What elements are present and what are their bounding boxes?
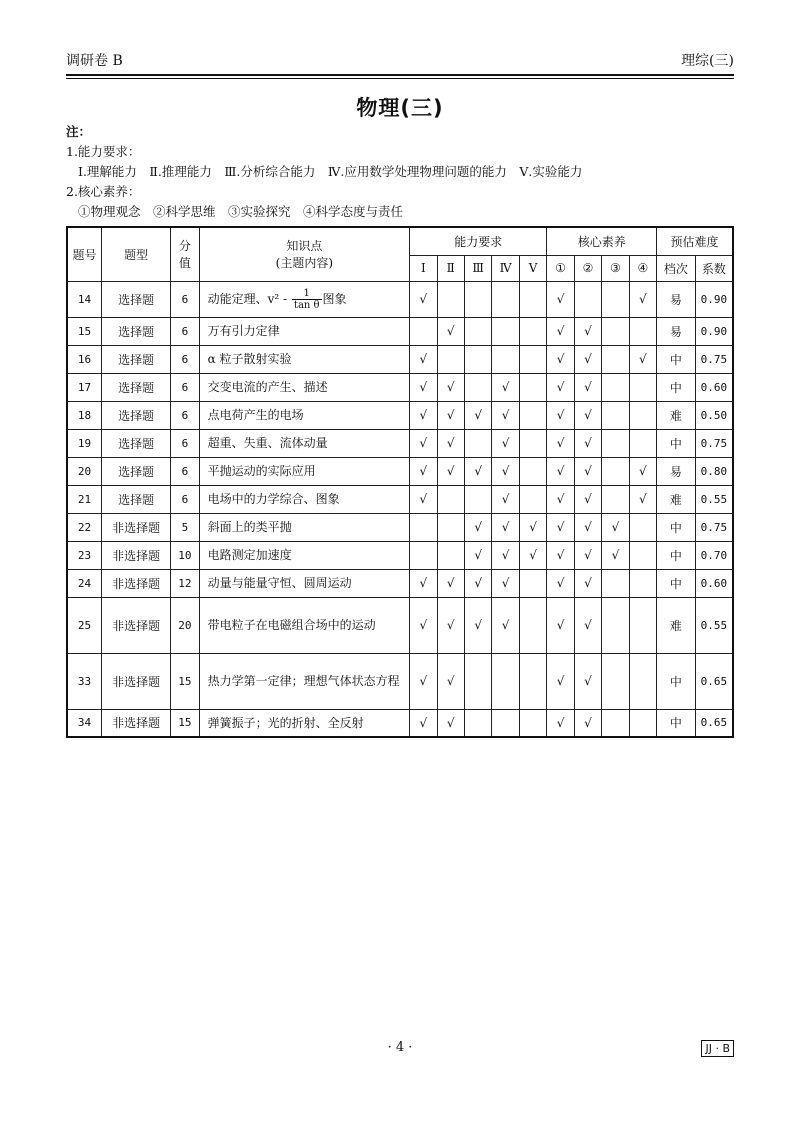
cell-coef: 0.90 — [695, 317, 733, 345]
cell-score: 15 — [171, 653, 199, 709]
cell-type: 非选择题 — [102, 597, 171, 653]
header-topic-top: 知识点 — [286, 239, 323, 254]
cell-ability-check — [492, 281, 519, 317]
cell-score: 6 — [171, 281, 199, 317]
cell-coef: 0.55 — [695, 597, 733, 653]
cell-type: 非选择题 — [102, 569, 171, 597]
cell-literacy-check — [602, 709, 629, 737]
cell-ability-check: √ — [410, 569, 437, 597]
cell-ability-check: √ — [437, 569, 464, 597]
header-score-top: 分 — [178, 239, 191, 254]
header-topic-bottom: (主题内容) — [275, 256, 334, 271]
cell-no: 23 — [67, 541, 102, 569]
cell-no: 15 — [67, 317, 102, 345]
cell-topic: 电场中的力学综合、图象 — [199, 485, 409, 513]
cell-ability-check — [519, 317, 546, 345]
cell-ability-check: √ — [437, 429, 464, 457]
cell-literacy-check: √ — [602, 541, 629, 569]
cell-no: 16 — [67, 345, 102, 373]
cell-type: 选择题 — [102, 401, 171, 429]
cell-ability-check — [492, 317, 519, 345]
cell-literacy-check: √ — [629, 485, 656, 513]
cell-literacy-check — [602, 281, 629, 317]
cell-literacy-check: √ — [574, 597, 601, 653]
cell-coef: 0.70 — [695, 541, 733, 569]
cell-level: 易 — [657, 317, 696, 345]
cell-literacy-check: √ — [547, 429, 574, 457]
cell-ability-check — [464, 317, 491, 345]
cell-ability-check: √ — [492, 541, 519, 569]
cell-ability-check: √ — [410, 485, 437, 513]
cell-no: 18 — [67, 401, 102, 429]
cell-ability-check: √ — [492, 401, 519, 429]
cell-coef: 0.80 — [695, 457, 733, 485]
cell-coef: 0.55 — [695, 485, 733, 513]
cell-literacy-check — [629, 429, 656, 457]
cell-literacy-check — [629, 653, 656, 709]
cell-no: 24 — [67, 569, 102, 597]
cell-level: 中 — [657, 653, 696, 709]
cell-type: 非选择题 — [102, 653, 171, 709]
cell-ability-check: √ — [492, 569, 519, 597]
cell-no: 25 — [67, 597, 102, 653]
cell-ability-check — [437, 281, 464, 317]
page-number: · 4 · — [387, 1040, 413, 1055]
cell-score: 6 — [171, 457, 199, 485]
cell-literacy-check — [629, 709, 656, 737]
cell-ability-check: √ — [519, 513, 546, 541]
cell-topic: 斜面上的类平抛 — [199, 513, 409, 541]
cell-score: 15 — [171, 709, 199, 737]
cell-score: 5 — [171, 513, 199, 541]
header-literacy-col: ② — [574, 255, 601, 281]
cell-ability-check: √ — [410, 373, 437, 401]
cell-literacy-check — [602, 457, 629, 485]
cell-no: 19 — [67, 429, 102, 457]
cell-literacy-check — [629, 373, 656, 401]
cell-topic: 平抛运动的实际应用 — [199, 457, 409, 485]
header-ability-col: Ⅲ — [464, 255, 491, 281]
cell-coef: 0.90 — [695, 281, 733, 317]
cell-coef: 0.75 — [695, 345, 733, 373]
ability-title: 1.能力要求： — [66, 144, 141, 159]
formula-suffix: 图象 — [322, 291, 347, 306]
cell-ability-check: √ — [410, 457, 437, 485]
cell-type: 选择题 — [102, 281, 171, 317]
header-level: 档次 — [657, 255, 696, 281]
cell-literacy-check: √ — [574, 569, 601, 597]
fraction — [292, 288, 322, 311]
cell-coef: 0.65 — [695, 709, 733, 737]
cell-literacy-check — [602, 653, 629, 709]
cell-ability-check: √ — [437, 373, 464, 401]
cell-topic: 电路测定加速度 — [199, 541, 409, 569]
table-row — [67, 709, 733, 737]
cell-score: 10 — [171, 541, 199, 569]
cell-ability-check — [437, 513, 464, 541]
cell-literacy-check — [602, 373, 629, 401]
cell-literacy-check: √ — [547, 513, 574, 541]
cell-literacy-check: √ — [547, 597, 574, 653]
cell-ability-check: √ — [437, 597, 464, 653]
cell-literacy-check: √ — [574, 485, 601, 513]
cell-ability-check — [519, 653, 546, 709]
header-topic — [199, 227, 409, 281]
cell-ability-check: √ — [492, 457, 519, 485]
cell-literacy-check: √ — [574, 429, 601, 457]
cell-ability-check — [519, 281, 546, 317]
cell-ability-check — [437, 541, 464, 569]
cell-ability-check: √ — [492, 485, 519, 513]
cell-ability-check: √ — [464, 513, 491, 541]
cell-ability-check: √ — [437, 709, 464, 737]
cell-ability-check: √ — [492, 597, 519, 653]
cell-literacy-check: √ — [629, 345, 656, 373]
cell-no: 22 — [67, 513, 102, 541]
cell-literacy-check: √ — [547, 653, 574, 709]
cell-literacy-check — [602, 345, 629, 373]
header-literacy-col: ④ — [629, 255, 656, 281]
cell-literacy-check: √ — [574, 373, 601, 401]
cell-literacy-check: √ — [629, 457, 656, 485]
cell-ability-check — [519, 457, 546, 485]
cell-level: 易 — [657, 457, 696, 485]
cell-ability-check — [492, 709, 519, 737]
cell-literacy-check — [602, 569, 629, 597]
table-row — [67, 281, 733, 317]
cell-topic: α 粒子散射实验 — [199, 345, 409, 373]
cell-ability-check — [519, 709, 546, 737]
cell-topic — [199, 281, 409, 317]
cell-literacy-check: √ — [629, 281, 656, 317]
cell-literacy-check: √ — [574, 401, 601, 429]
cell-literacy-check: √ — [574, 317, 601, 345]
cell-literacy-check — [602, 429, 629, 457]
cell-coef: 0.75 — [695, 513, 733, 541]
cell-topic: 交变电流的产生、描述 — [199, 373, 409, 401]
cell-topic: 带电粒子在电磁组合场中的运动 — [199, 597, 409, 653]
cell-literacy-check: √ — [574, 457, 601, 485]
cell-literacy-check: √ — [602, 513, 629, 541]
table-row — [67, 541, 733, 569]
cell-level: 中 — [657, 709, 696, 737]
header-score-bottom: 值 — [178, 256, 191, 271]
cell-literacy-check — [574, 281, 601, 317]
cell-literacy-check — [629, 597, 656, 653]
cell-ability-check — [437, 345, 464, 373]
cell-literacy-check: √ — [547, 281, 574, 317]
header-left: 调研卷 B — [66, 53, 123, 69]
cell-no: 21 — [67, 485, 102, 513]
cell-literacy-check: √ — [574, 541, 601, 569]
cell-ability-check — [519, 485, 546, 513]
cell-ability-check — [410, 317, 437, 345]
cell-coef: 0.65 — [695, 653, 733, 709]
table-row — [67, 317, 733, 345]
cell-level: 中 — [657, 429, 696, 457]
cell-score: 6 — [171, 485, 199, 513]
cell-ability-check — [519, 429, 546, 457]
cell-no: 33 — [67, 653, 102, 709]
table-row — [67, 345, 733, 373]
page-title: 物理(三) — [356, 96, 444, 120]
header-ability-col: Ⅳ — [492, 255, 519, 281]
cell-literacy-check — [602, 317, 629, 345]
cell-type: 选择题 — [102, 373, 171, 401]
cell-ability-check: √ — [410, 709, 437, 737]
cell-ability-check: √ — [410, 281, 437, 317]
cell-ability-check — [464, 373, 491, 401]
header-right: 理综(三) — [681, 53, 734, 69]
cell-level: 中 — [657, 569, 696, 597]
table-row — [67, 485, 733, 513]
table-row — [67, 373, 733, 401]
cell-score: 20 — [171, 597, 199, 653]
header-score — [171, 227, 199, 281]
cell-no: 17 — [67, 373, 102, 401]
table-row — [67, 457, 733, 485]
cell-type: 非选择题 — [102, 541, 171, 569]
formula-prefix: 动能定理、v² - — [207, 291, 291, 306]
cell-ability-check: √ — [492, 429, 519, 457]
cell-topic: 超重、失重、流体动量 — [199, 429, 409, 457]
cell-score: 6 — [171, 429, 199, 457]
notes-label: 注： — [66, 124, 92, 139]
cell-literacy-check — [629, 541, 656, 569]
cell-literacy-check: √ — [574, 709, 601, 737]
cell-score: 12 — [171, 569, 199, 597]
cell-ability-check: √ — [410, 653, 437, 709]
cell-ability-check: √ — [410, 429, 437, 457]
cell-type: 选择题 — [102, 485, 171, 513]
cell-literacy-check: √ — [574, 345, 601, 373]
cell-ability-check — [410, 541, 437, 569]
analysis-table — [66, 226, 734, 738]
cell-level: 中 — [657, 373, 696, 401]
cell-no: 34 — [67, 709, 102, 737]
cell-ability-check — [519, 401, 546, 429]
cell-literacy-check: √ — [547, 317, 574, 345]
table-row — [67, 429, 733, 457]
cell-level: 难 — [657, 597, 696, 653]
cell-level: 中 — [657, 541, 696, 569]
header-literacy: 核心素养 — [547, 227, 657, 255]
cell-literacy-check: √ — [574, 653, 601, 709]
cell-ability-check — [464, 485, 491, 513]
cell-ability-check — [437, 485, 464, 513]
cell-type: 非选择题 — [102, 513, 171, 541]
literacy-items: ①物理观念 ②科学思维 ③实验探究 ④科学态度与责任 — [78, 204, 404, 219]
header-no: 题号 — [67, 227, 102, 281]
header-rule-thick — [66, 74, 734, 76]
cell-ability-check — [492, 653, 519, 709]
cell-literacy-check: √ — [547, 541, 574, 569]
cell-coef: 0.50 — [695, 401, 733, 429]
table-row — [67, 513, 733, 541]
cell-literacy-check: √ — [547, 569, 574, 597]
paper-code: JJ · B — [701, 1040, 734, 1057]
cell-literacy-check — [629, 513, 656, 541]
cell-literacy-check — [629, 401, 656, 429]
cell-ability-check: √ — [437, 653, 464, 709]
cell-ability-check — [519, 569, 546, 597]
cell-ability-check — [464, 281, 491, 317]
cell-topic: 弹簧振子；光的折射、全反射 — [199, 709, 409, 737]
cell-coef: 0.60 — [695, 569, 733, 597]
cell-level: 中 — [657, 513, 696, 541]
cell-coef: 0.60 — [695, 373, 733, 401]
header-rule-thin — [66, 78, 734, 79]
cell-topic: 热力学第一定律；理想气体状态方程 — [199, 653, 409, 709]
cell-ability-check: √ — [464, 457, 491, 485]
cell-ability-check: √ — [410, 401, 437, 429]
cell-ability-check: √ — [492, 373, 519, 401]
notes — [66, 122, 582, 222]
cell-level: 难 — [657, 401, 696, 429]
cell-ability-check: √ — [410, 345, 437, 373]
header-literacy-col: ③ — [602, 255, 629, 281]
cell-score: 6 — [171, 401, 199, 429]
literacy-title: 2.核心素养： — [66, 184, 141, 199]
cell-ability-check: √ — [464, 569, 491, 597]
cell-literacy-check: √ — [547, 401, 574, 429]
cell-ability-check — [492, 345, 519, 373]
cell-ability-check: √ — [410, 597, 437, 653]
cell-score: 6 — [171, 373, 199, 401]
cell-ability-check: √ — [437, 401, 464, 429]
ability-items: Ⅰ.理解能力 Ⅱ.推理能力 Ⅲ.分析综合能力 Ⅳ.应用数学处理物理问题的能力 Ⅴ.实验能力 — [78, 164, 583, 179]
table-row — [67, 653, 733, 709]
cell-level: 易 — [657, 281, 696, 317]
cell-type: 选择题 — [102, 345, 171, 373]
cell-literacy-check: √ — [547, 709, 574, 737]
cell-ability-check — [464, 429, 491, 457]
cell-ability-check — [519, 373, 546, 401]
cell-ability-check: √ — [437, 457, 464, 485]
cell-ability-check: √ — [437, 317, 464, 345]
cell-level: 中 — [657, 345, 696, 373]
cell-ability-check: √ — [492, 513, 519, 541]
table-row — [67, 569, 733, 597]
cell-literacy-check — [602, 597, 629, 653]
cell-literacy-check — [629, 569, 656, 597]
header-difficulty: 预估难度 — [657, 227, 733, 255]
cell-ability-check — [464, 345, 491, 373]
cell-type: 选择题 — [102, 457, 171, 485]
cell-no: 20 — [67, 457, 102, 485]
cell-type: 选择题 — [102, 429, 171, 457]
table-row — [67, 597, 733, 653]
cell-literacy-check: √ — [547, 485, 574, 513]
cell-type: 非选择题 — [102, 709, 171, 737]
cell-ability-check — [464, 709, 491, 737]
cell-ability-check — [464, 653, 491, 709]
header-ability-col: Ⅱ — [437, 255, 464, 281]
fraction-denominator: tan θ — [293, 299, 320, 311]
cell-score: 6 — [171, 345, 199, 373]
cell-coef: 0.75 — [695, 429, 733, 457]
cell-ability-check: √ — [464, 401, 491, 429]
cell-literacy-check: √ — [547, 345, 574, 373]
cell-ability-check — [519, 597, 546, 653]
header-ability-col: Ⅴ — [519, 255, 546, 281]
table-row — [67, 401, 733, 429]
header-ability-col: Ⅰ — [410, 255, 437, 281]
fraction-numerator: 1 — [292, 288, 322, 300]
cell-no: 14 — [67, 281, 102, 317]
cell-ability-check: √ — [464, 541, 491, 569]
header-type: 题型 — [102, 227, 171, 281]
cell-literacy-check: √ — [547, 457, 574, 485]
cell-topic: 万有引力定律 — [199, 317, 409, 345]
cell-ability-check: √ — [519, 541, 546, 569]
cell-score: 6 — [171, 317, 199, 345]
cell-literacy-check: √ — [574, 513, 601, 541]
header-literacy-col: ① — [547, 255, 574, 281]
cell-level: 难 — [657, 485, 696, 513]
header-coef: 系数 — [695, 255, 733, 281]
cell-literacy-check — [602, 401, 629, 429]
cell-ability-check — [410, 513, 437, 541]
cell-literacy-check: √ — [547, 373, 574, 401]
cell-type: 选择题 — [102, 317, 171, 345]
cell-topic: 动量与能量守恒、圆周运动 — [199, 569, 409, 597]
cell-literacy-check — [602, 485, 629, 513]
header-ability: 能力要求 — [410, 227, 547, 255]
cell-literacy-check — [629, 317, 656, 345]
cell-topic: 点电荷产生的电场 — [199, 401, 409, 429]
cell-ability-check: √ — [464, 597, 491, 653]
cell-ability-check — [519, 345, 546, 373]
